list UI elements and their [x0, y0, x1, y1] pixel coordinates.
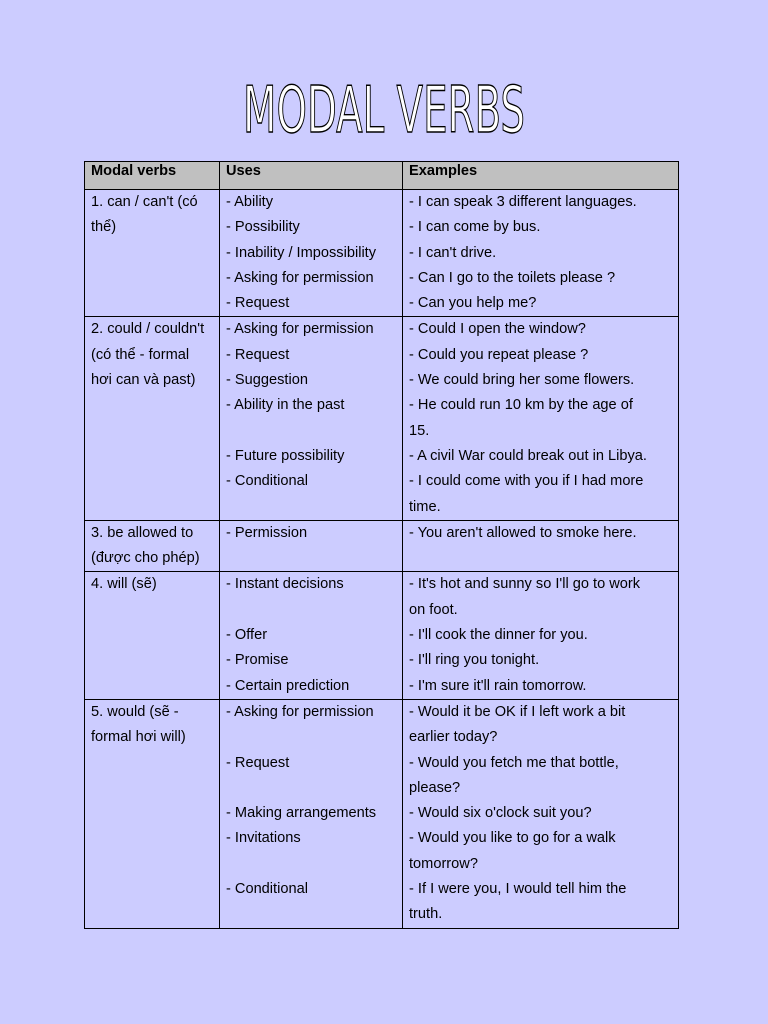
- example-line: please?: [409, 779, 461, 796]
- header-examples: Examples: [403, 162, 679, 190]
- use-line: - Inability / Impossibility: [226, 244, 377, 261]
- uses-cell: [220, 520, 403, 572]
- examples-cell: [403, 520, 679, 572]
- use-line: [226, 598, 396, 623]
- modal-verbs-table: [84, 161, 679, 929]
- example-line: 15.: [409, 422, 430, 439]
- use-line: - Conditional: [226, 881, 308, 898]
- modal-verb-line: hơi can và past): [91, 372, 196, 389]
- example-line: - I can come by bus.: [409, 219, 541, 236]
- example-line: - Would it be OK if I left work a bit: [409, 703, 626, 720]
- table-row: [85, 317, 679, 520]
- use-line: - Asking for permission: [226, 321, 374, 338]
- modal-verb-line: 4. will (sẽ): [91, 576, 157, 593]
- use-line: - Future possibility: [226, 447, 345, 464]
- examples-cell: [403, 317, 679, 520]
- example-line: - Can you help me?: [409, 295, 537, 312]
- use-line: [226, 725, 396, 750]
- use-line: - Possibility: [226, 219, 300, 236]
- use-line: - Certain prediction: [226, 677, 350, 694]
- table-row: [85, 699, 679, 928]
- use-line: - Request: [226, 346, 290, 363]
- table-row: [85, 572, 679, 699]
- example-line: - It's hot and sunny so I'll go to work: [409, 576, 641, 593]
- header-modal-verbs: Modal verbs: [85, 162, 220, 190]
- modal-verb-line: (có thể - formal: [91, 346, 190, 363]
- table-body: [85, 190, 679, 929]
- example-line: - I can't drive.: [409, 244, 497, 261]
- example-line: truth.: [409, 906, 443, 923]
- examples-cell: [403, 572, 679, 699]
- use-line: - Permission: [226, 524, 308, 541]
- modal-verb-cell: [85, 317, 220, 520]
- header-uses: Uses: [220, 162, 403, 190]
- use-line: - Invitations: [226, 830, 301, 847]
- use-line: [226, 852, 396, 877]
- use-line: - Offer: [226, 627, 268, 644]
- modal-verb-line: 2. could / couldn't: [91, 321, 205, 338]
- example-line: on foot.: [409, 601, 458, 618]
- modal-verb-line: (được cho phép): [91, 550, 200, 567]
- modal-verb-cell: [85, 190, 220, 317]
- example-line: earlier today?: [409, 729, 498, 746]
- use-line: [226, 419, 396, 444]
- example-line: - Could I open the window?: [409, 321, 586, 338]
- use-line: - Ability in the past: [226, 397, 345, 414]
- modal-verb-cell: [85, 520, 220, 572]
- use-line: - Asking for permission: [226, 269, 374, 286]
- modal-verb-cell: [85, 699, 220, 928]
- table-row: [85, 190, 679, 317]
- table-row: [85, 520, 679, 572]
- title-banner: [0, 52, 768, 148]
- example-line: - Would six o'clock suit you?: [409, 805, 592, 822]
- use-line: - Making arrangements: [226, 805, 377, 822]
- example-line: - If I were you, I would tell him the: [409, 881, 627, 898]
- examples-cell: [403, 699, 679, 928]
- page-title: MODAL VERBS: [243, 74, 525, 148]
- wordart-title: [234, 52, 534, 148]
- example-line: - I'll cook the dinner for you.: [409, 627, 588, 644]
- use-line: - Ability: [226, 194, 274, 210]
- example-line: - I could come with you if I had more: [409, 473, 644, 490]
- use-line: - Asking for permission: [226, 703, 374, 720]
- uses-cell: [220, 190, 403, 317]
- use-line: - Suggestion: [226, 372, 308, 389]
- modal-verb-line: 5. would (sẽ -: [91, 703, 179, 720]
- modal-verb-line: formal hơi will): [91, 729, 186, 746]
- examples-cell: [403, 190, 679, 317]
- use-line: [226, 776, 396, 801]
- example-line: - I'm sure it'll rain tomorrow.: [409, 677, 587, 694]
- use-line: - Conditional: [226, 473, 308, 490]
- example-line: - Can I go to the toilets please ?: [409, 269, 616, 286]
- modal-verb-line: 3. be allowed to: [91, 524, 194, 541]
- uses-cell: [220, 572, 403, 699]
- example-line: - Would you fetch me that bottle,: [409, 754, 619, 771]
- example-line: - You aren't allowed to smoke here.: [409, 524, 637, 541]
- example-line: - He could run 10 km by the age of: [409, 397, 633, 414]
- modal-verb-line: thể): [91, 219, 117, 236]
- uses-cell: [220, 317, 403, 520]
- example-line: - We could bring her some flowers.: [409, 372, 635, 389]
- example-line: - Would you like to go for a walk: [409, 830, 616, 847]
- example-line: - I can speak 3 different languages.: [409, 194, 637, 210]
- use-line: - Instant decisions: [226, 576, 344, 593]
- use-line: - Promise: [226, 652, 289, 669]
- example-line: time.: [409, 498, 441, 515]
- example-line: - Could you repeat please ?: [409, 346, 589, 363]
- example-line: tomorrow?: [409, 855, 478, 872]
- uses-cell: [220, 699, 403, 928]
- use-line: - Request: [226, 754, 290, 771]
- table-header-row: [85, 162, 679, 190]
- modal-verb-line: 1. can / can't (có: [91, 194, 198, 210]
- use-line: - Request: [226, 295, 290, 312]
- example-line: - I'll ring you tonight.: [409, 652, 540, 669]
- example-line: - A civil War could break out in Libya.: [409, 447, 647, 464]
- modal-verb-cell: [85, 572, 220, 699]
